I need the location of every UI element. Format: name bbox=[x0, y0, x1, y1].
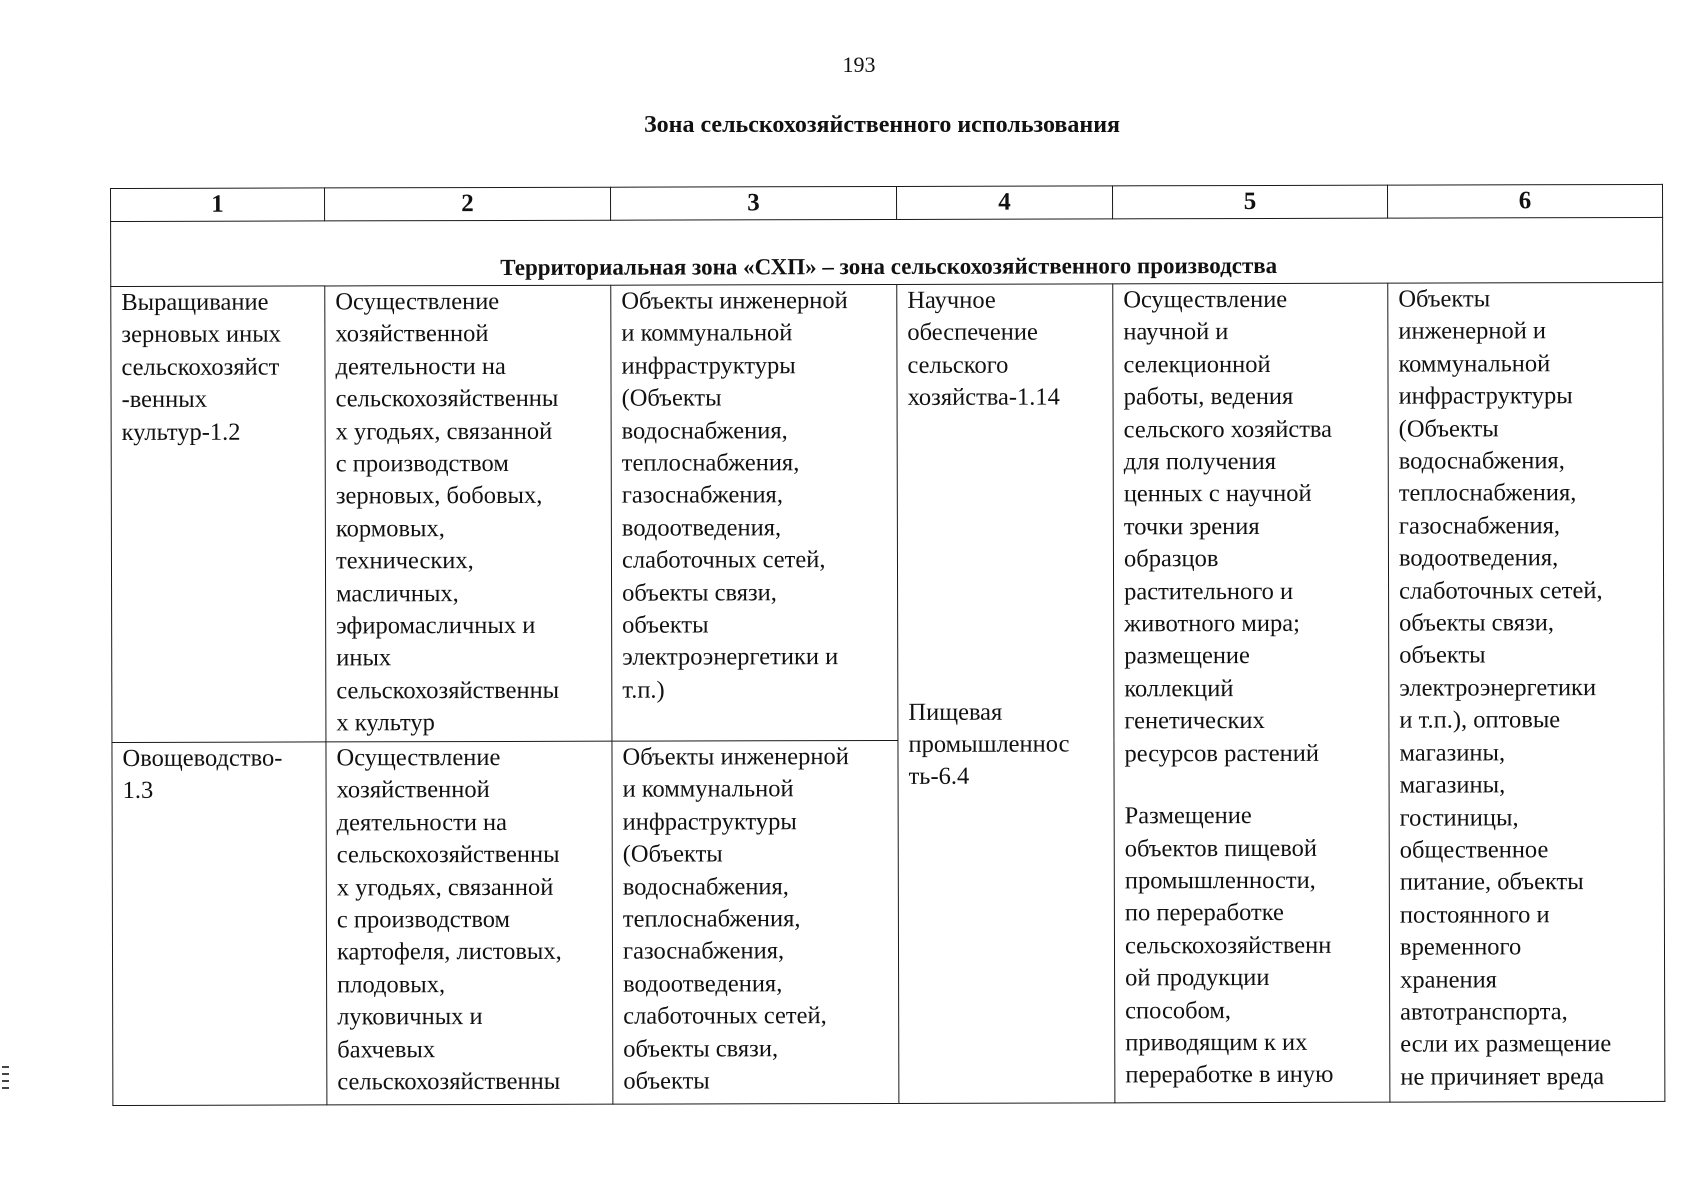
col5-spacer bbox=[1125, 770, 1383, 801]
row1-col1-text: Выращивание зерновых иных сельскохозяйст -венных культур-1.2 bbox=[121, 288, 281, 446]
cell-row2-col1 bbox=[112, 742, 327, 1106]
scan-mark bbox=[2, 1080, 9, 1082]
col4-spacer bbox=[908, 414, 1108, 697]
column-number-2: 2 bbox=[325, 187, 611, 221]
row1-col2-text: Осуществление хозяйственной деятельности на сельскохозяйственны х угодьях, связанной с производством зерновых, бобовых, кормовых, технических, масличных, эфиромасличных и иных сельскохозяйственны х культур bbox=[335, 287, 560, 737]
scan-mark bbox=[2, 1087, 9, 1089]
column-number-6: 6 bbox=[1387, 184, 1662, 218]
scan-mark bbox=[2, 1066, 9, 1068]
page-number: 193 bbox=[842, 52, 876, 77]
cell-col5 bbox=[1113, 283, 1390, 1103]
regulations-table bbox=[110, 184, 1665, 1106]
row2-col1-text: Овощеводство- 1.3 bbox=[122, 744, 283, 805]
column-number-4: 4 bbox=[896, 186, 1112, 220]
col5-second-text: Размещение объектов пищевой промышленности, по переработке сельскохозяйственн ой продукции способом, приводящим к их переработке в иную bbox=[1124, 802, 1334, 1089]
cell-col4 bbox=[897, 284, 1115, 1104]
col4-first-text: Научное обеспечение сельского хозяйства-1.14 bbox=[907, 286, 1060, 412]
row1-col3-text: Объекты инженерной и коммунальной инфраструктуры (Объекты водоснабжения, теплоснабжения, газоснабжения, водоотведения, слаботочных сетей, объекты связи, объекты электроэнергетики и т.п.) bbox=[621, 287, 848, 704]
column-number-row bbox=[111, 184, 1663, 221]
col4-second-text: Пищевая промышленнос ть-6.4 bbox=[908, 698, 1070, 791]
cell-row1-col2 bbox=[325, 285, 612, 742]
column-number-5: 5 bbox=[1112, 185, 1387, 219]
row2-col3-text: Объекты инженерной и коммунальной инфраструктуры (Объекты водоснабжения, теплоснабжения, газоснабжения, водоотведения, слаботочных сетей, объекты связи, объекты bbox=[622, 743, 849, 1095]
cell-row2-col3 bbox=[612, 740, 899, 1104]
col6-text: Объекты инженерной и коммунальной инфраструктуры (Объекты водоснабжения, теплоснабжения, газоснабжения, водоотведения, слаботочных сетей, объекты связи, объекты электроэнергетики и т.п.), оптовые магазины, магазины, гостиницы, общественное питание, объекты постоянного и временного хранения автотранспорта, если их размещение не причиняет вреда bbox=[1398, 285, 1612, 1091]
table-row bbox=[111, 282, 1664, 742]
zone-title: Зона сельскохозяйственного использования bbox=[643, 112, 1121, 138]
cell-col6 bbox=[1388, 282, 1665, 1102]
cell-row2-col2 bbox=[326, 741, 613, 1105]
column-number-1: 1 bbox=[111, 188, 325, 222]
zone-heading-row bbox=[111, 217, 1663, 286]
column-number-3: 3 bbox=[610, 186, 896, 220]
scan-edge-marks bbox=[2, 1066, 10, 1094]
col5-first-text: Осуществление научной и селекционной работы, ведения сельского хозяйства для получения ценных с научной точки зрения образцов растительного и животного мира; размещение коллекций генетических ресурсов растений bbox=[1123, 285, 1333, 768]
cell-row1-col1 bbox=[111, 286, 326, 743]
row2-col2-text: Осуществление хозяйственной деятельности на сельскохозяйственны х угодьях, связанной с производством картофеля, листовых, плодовых, луковичных и бахчевых сельскохозяйственны bbox=[336, 743, 562, 1096]
cell-row1-col3 bbox=[611, 284, 898, 741]
zone-heading: Территориальная зона «СХП» – зона сельскохозяйственного производства bbox=[111, 217, 1663, 286]
scan-mark bbox=[2, 1073, 9, 1075]
